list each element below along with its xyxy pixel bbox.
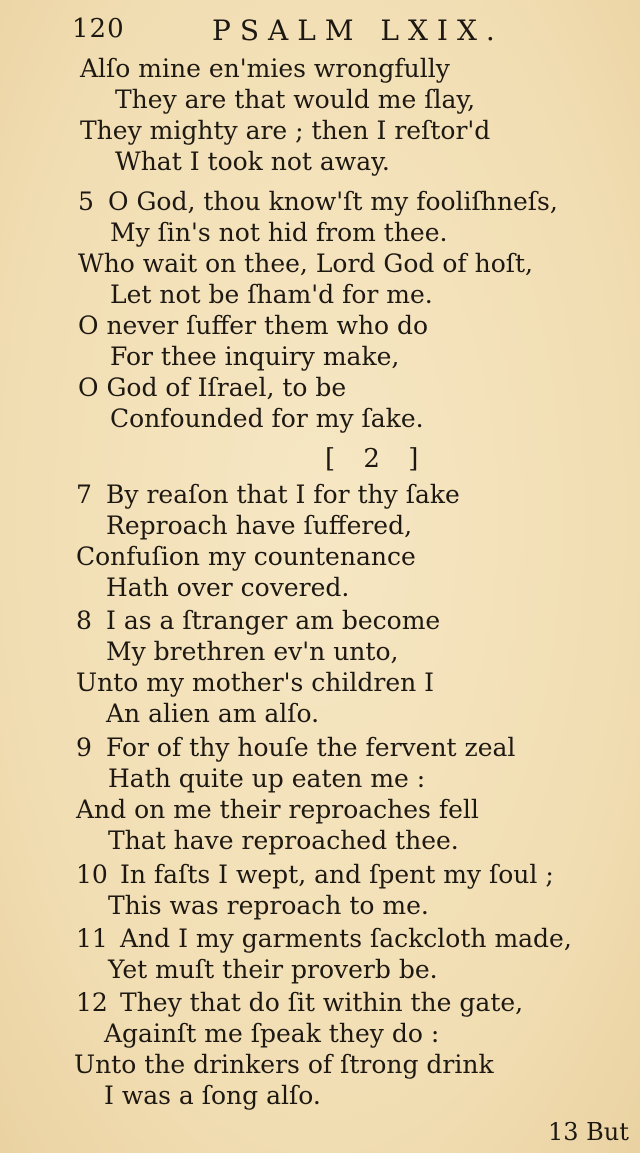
verse-line: Who wait on thee, Lord God of hoſt, xyxy=(78,249,533,278)
verse-line: O God of Iſrael, to be xyxy=(78,373,347,402)
verse-number: 7 xyxy=(76,480,92,509)
verse-line: I was a ſong alſo. xyxy=(104,1081,321,1110)
verse-line: 5 O God, thou know'ſt my fooliſhneſs, xyxy=(78,187,558,216)
verse-number: 5 xyxy=(78,187,94,216)
verse-line: Reproach have ſuffered, xyxy=(106,511,413,540)
verse-line: 7 By reaſon that I for thy ſake xyxy=(76,480,460,509)
verse-line: Hath quite up eaten me : xyxy=(108,764,426,793)
verse-line: And on me their reproaches fell xyxy=(76,795,479,824)
verse-line: What I took not away. xyxy=(115,147,390,176)
verse-line: 8 I as a ſtranger am become xyxy=(76,606,441,635)
verse-line: They mighty are ; then I reſtor'd xyxy=(80,116,491,145)
verse-number: 12 xyxy=(76,988,108,1017)
verse-line: Confounded for my ſake. xyxy=(110,404,424,433)
running-title: PSALM LXIX. xyxy=(212,14,504,47)
verse-number: 10 xyxy=(76,860,108,889)
verse-line: Hath over covered. xyxy=(106,573,350,602)
verse-line: 9 For of thy houſe the fervent zeal xyxy=(76,733,516,762)
page-header xyxy=(72,14,512,54)
verse-line: O never ſuffer them who do xyxy=(78,311,429,340)
verse-number: 11 xyxy=(76,924,108,953)
verse-line: Confuſion my countenance xyxy=(76,542,416,571)
catchword: 13 But xyxy=(548,1118,629,1146)
verse-line: 10 In faſts I wept, and ſpent my ſoul ; xyxy=(76,860,554,889)
verse-line: Alſo mine en'mies wrongfully xyxy=(80,54,450,83)
verse-line: My ſin's not hid from thee. xyxy=(110,218,448,247)
verse-line: Let not be ſham'd for me. xyxy=(110,280,433,309)
verse-line: They are that would me ſlay, xyxy=(115,85,476,114)
verse-line: This was reproach to me. xyxy=(108,891,429,920)
verse-line: Againſt me ſpeak they do : xyxy=(104,1019,440,1048)
verse-line: My brethren ev'n unto, xyxy=(106,637,399,666)
verse-line: Yet muſt their proverb be. xyxy=(108,955,438,984)
verse-line: For thee inquiry make, xyxy=(110,342,400,371)
verse-line: Unto my mother's children I xyxy=(76,668,435,697)
verse-number: 8 xyxy=(76,606,92,635)
page-number: 120 xyxy=(72,14,125,44)
verse-line: That have reproached thee. xyxy=(108,826,459,855)
verse-line: 12 They that do ſit within the gate, xyxy=(76,988,524,1017)
verse-number: 9 xyxy=(76,733,92,762)
section-mark: [ 2 ] xyxy=(325,444,429,474)
verse-line: An alien am alſo. xyxy=(106,699,320,728)
verse-line: Unto the drinkers of ſtrong drink xyxy=(74,1050,494,1079)
verse-line: 11 And I my garments ſackcloth made, xyxy=(76,924,572,953)
